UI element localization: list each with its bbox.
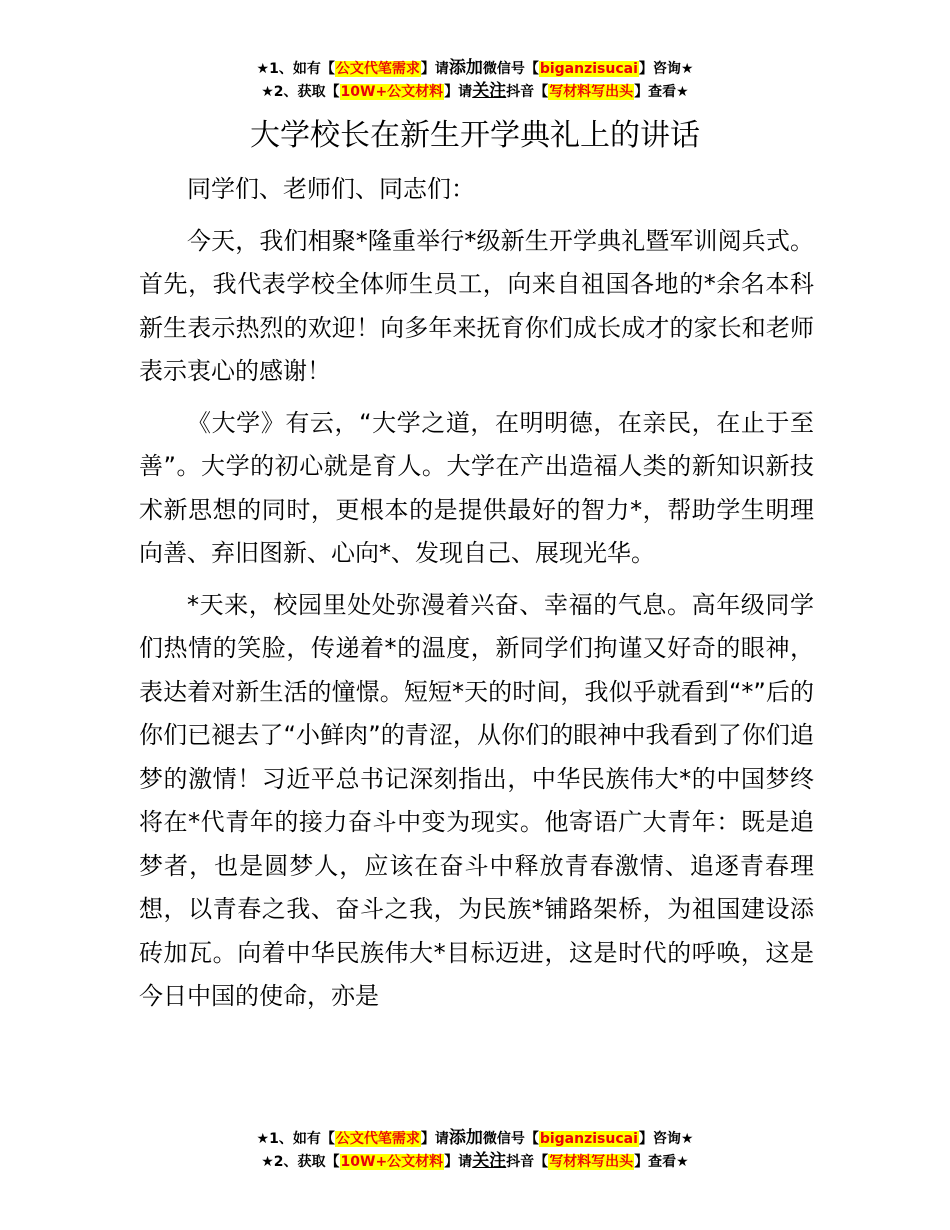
promo-emphasis: 关注 [472,1151,507,1171]
paragraph: 今天，我们相聚*隆重举行*级新生开学典礼暨军训阅兵式。首先，我代表学校全体师生员工，向来自祖国各地的*余名本科新生表示热烈的欢迎！向多年来抚育你们成长成才的家长和老师表示衷心的感谢！ [139,226,814,385]
paragraph: *天来，校园里处处弥漫着兴奋、幸福的气息。高年级同学们热情的笑脸，传递着*的温度，新同学们拘谨又好奇的眼神，表达着对新生活的憧憬。短短*天的时间，我似乎就看到“*”后的你们已褪去了“小鲜肉”的青涩，从你们的眼神中我看到了你们追梦的激情！习近平总书记深刻指出，中华民族伟大*的中国梦终将在*代青年的接力奋斗中变为现实。他寄语广大青年：既是追梦者，也是圆梦人，应该在奋斗中释放青春激情、追逐青春理想，以青春之我、奋斗之我，为民族*铺路架桥，为祖国建设添砖加瓦。向着中华民族伟大*目标迈进，这是时代的呼唤，这是今日中国的使命，亦是 [139,590,814,1010]
paragraph-salutation: 同学们、老师们、同志们： [187,175,475,203]
promo-highlight: 公文代笔需求 [335,1131,420,1147]
promo-text: ★1、如有【 [256,61,335,77]
promo-text: 】咨询★ [638,61,694,77]
promo-highlight: 写材料写出头 [549,1154,634,1170]
promo-text: ★1、如有【 [256,1131,335,1147]
promo-line-1 [0,57,950,80]
promo-emphasis: 添加 [448,58,483,78]
promo-text: 】查看★ [634,84,689,100]
promo-line-2 [0,1150,950,1173]
promo-text: ★2、获取【 [261,84,340,100]
promo-text: 】咨询★ [638,1131,694,1147]
promo-text: 】请 [444,1154,473,1170]
document-title: 大学校长在新生开学典礼上的讲话 [250,118,700,153]
promo-line-2 [0,80,950,103]
promo-highlight: 写材料写出头 [549,84,634,100]
promo-text: 抖音【 [506,84,549,100]
document-body [139,168,814,1027]
promo-line-1 [0,1127,950,1150]
paragraph: 《大学》有云，“大学之道，在明明德，在亲民，在止于至善”。大学的初心就是育人。大学在产出造福人类的新知识新技术新思想的同时，更根本的是提供最好的智力*，帮助学生明理向善、弃旧图新、心向*、发现自己、展现光华。 [139,408,814,567]
promo-text: 微信号【 [482,61,539,77]
promo-text: 抖音【 [506,1154,549,1170]
promo-text: 】查看★ [634,1154,689,1170]
promo-text: ★2、获取【 [261,1154,340,1170]
footer-promo-banner [0,1127,950,1173]
promo-highlight: 10W+公文材料 [340,84,444,100]
promo-emphasis: 添加 [448,1128,483,1148]
promo-text: 】请 [420,1131,449,1147]
promo-text: 微信号【 [482,1131,539,1147]
header-promo-banner [0,57,950,103]
promo-emphasis: 关注 [472,81,507,101]
promo-highlight: biganzisucai [539,1131,638,1147]
promo-text: 】请 [444,84,473,100]
promo-highlight: biganzisucai [539,61,638,77]
promo-text: 】请 [420,61,449,77]
promo-highlight: 公文代笔需求 [335,61,420,77]
promo-highlight: 10W+公文材料 [340,1154,444,1170]
